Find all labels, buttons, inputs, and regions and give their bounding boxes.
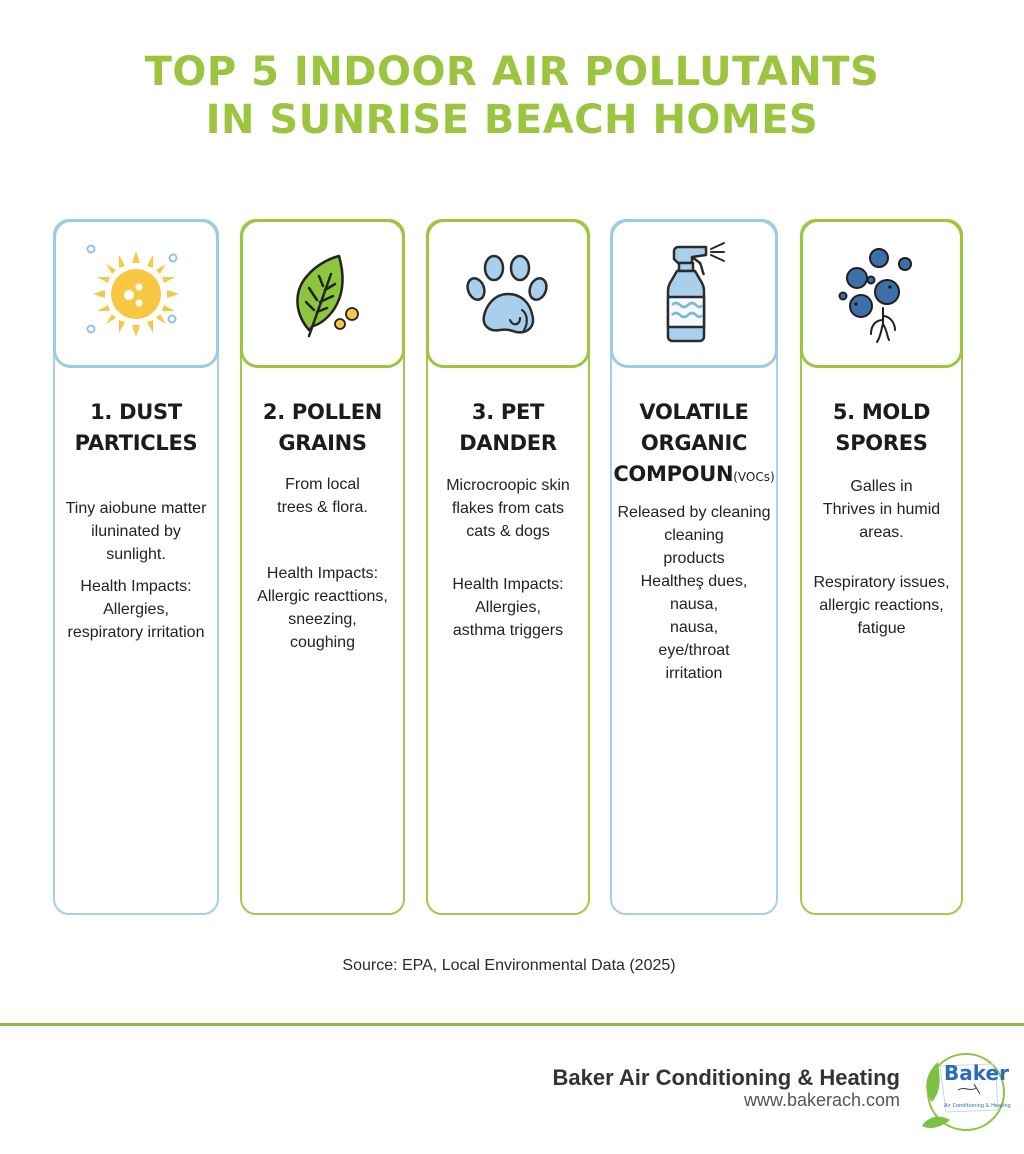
card-description: Microcroopic skin flakes from cats cats & dogs — [446, 477, 570, 540]
icon-box — [240, 219, 405, 368]
pollutant-card-dust — [53, 219, 219, 915]
mold-spores-icon — [837, 244, 927, 344]
card-description: Galles in Thrives in humid areas. — [822, 478, 941, 541]
card-health-impacts: Health Impacts: Allergic reacttions, sneezing, coughing — [257, 565, 388, 651]
card-health-impacts: Healtheş dues, nausa, nausa, eye/throat irritation — [640, 573, 748, 682]
company-name: Baker Air Conditioning & Heating — [552, 1065, 900, 1090]
icon-box — [800, 219, 963, 368]
card-description: From local trees & flora. — [277, 476, 368, 516]
icon-box — [53, 219, 219, 368]
icon-box — [426, 219, 590, 368]
company-logo — [918, 1050, 1024, 1134]
card-title: 1. DUST PARTICLES — [74, 400, 198, 455]
card-title: 5. MOLD SPORES — [832, 400, 931, 455]
paw-print-icon — [458, 244, 558, 344]
card-description: Released by cleaning cleaning products — [617, 504, 771, 567]
sun-dust-icon — [81, 239, 191, 349]
card-title: 2. POLLEN GRAINS — [262, 400, 383, 455]
card-health-impacts: Respiratory issues, allergic reactions, fatigue — [813, 574, 950, 637]
baker-logo-icon — [918, 1050, 1024, 1134]
pollutant-card-mold — [800, 219, 963, 915]
source-citation: Source: EPA, Local Environmental Data (2025) — [342, 957, 676, 974]
pollutant-card-vocs — [610, 219, 778, 915]
card-description: Tiny aiobune matter iluninated by sunlight. — [65, 500, 207, 563]
icon-box — [610, 219, 778, 368]
card-title: VOLATILE ORGANIC COMPOUN(VOCs) — [613, 400, 775, 486]
page-title — [0, 48, 1024, 144]
card-health-impacts: Health Impacts: Allergies, asthma triggers — [452, 576, 564, 639]
leaf-pollen-icon — [273, 244, 373, 344]
spray-bottle-icon — [644, 239, 744, 349]
svg-text:Air Conditioning & Heating: Air Conditioning & Heating — [944, 1103, 1011, 1109]
company-website-link[interactable]: www.bakerach.com — [743, 1090, 900, 1110]
pollutant-card-pet-dander — [426, 219, 590, 915]
vocs-abbreviation: (VOCs) — [733, 470, 775, 484]
title-line-1: TOP 5 INDOOR AIR POLLUTANTS — [144, 49, 880, 95]
title-line-2: IN SUNRISE BEACH HOMES — [205, 97, 819, 143]
footer-divider — [0, 1023, 1024, 1026]
pollutant-card-pollen — [240, 219, 405, 915]
card-health-impacts: Health Impacts: Allergies, respiratory irritation — [67, 578, 205, 641]
card-title: 3. PET DANDER — [459, 400, 557, 455]
svg-text:Baker: Baker — [944, 1061, 1009, 1085]
